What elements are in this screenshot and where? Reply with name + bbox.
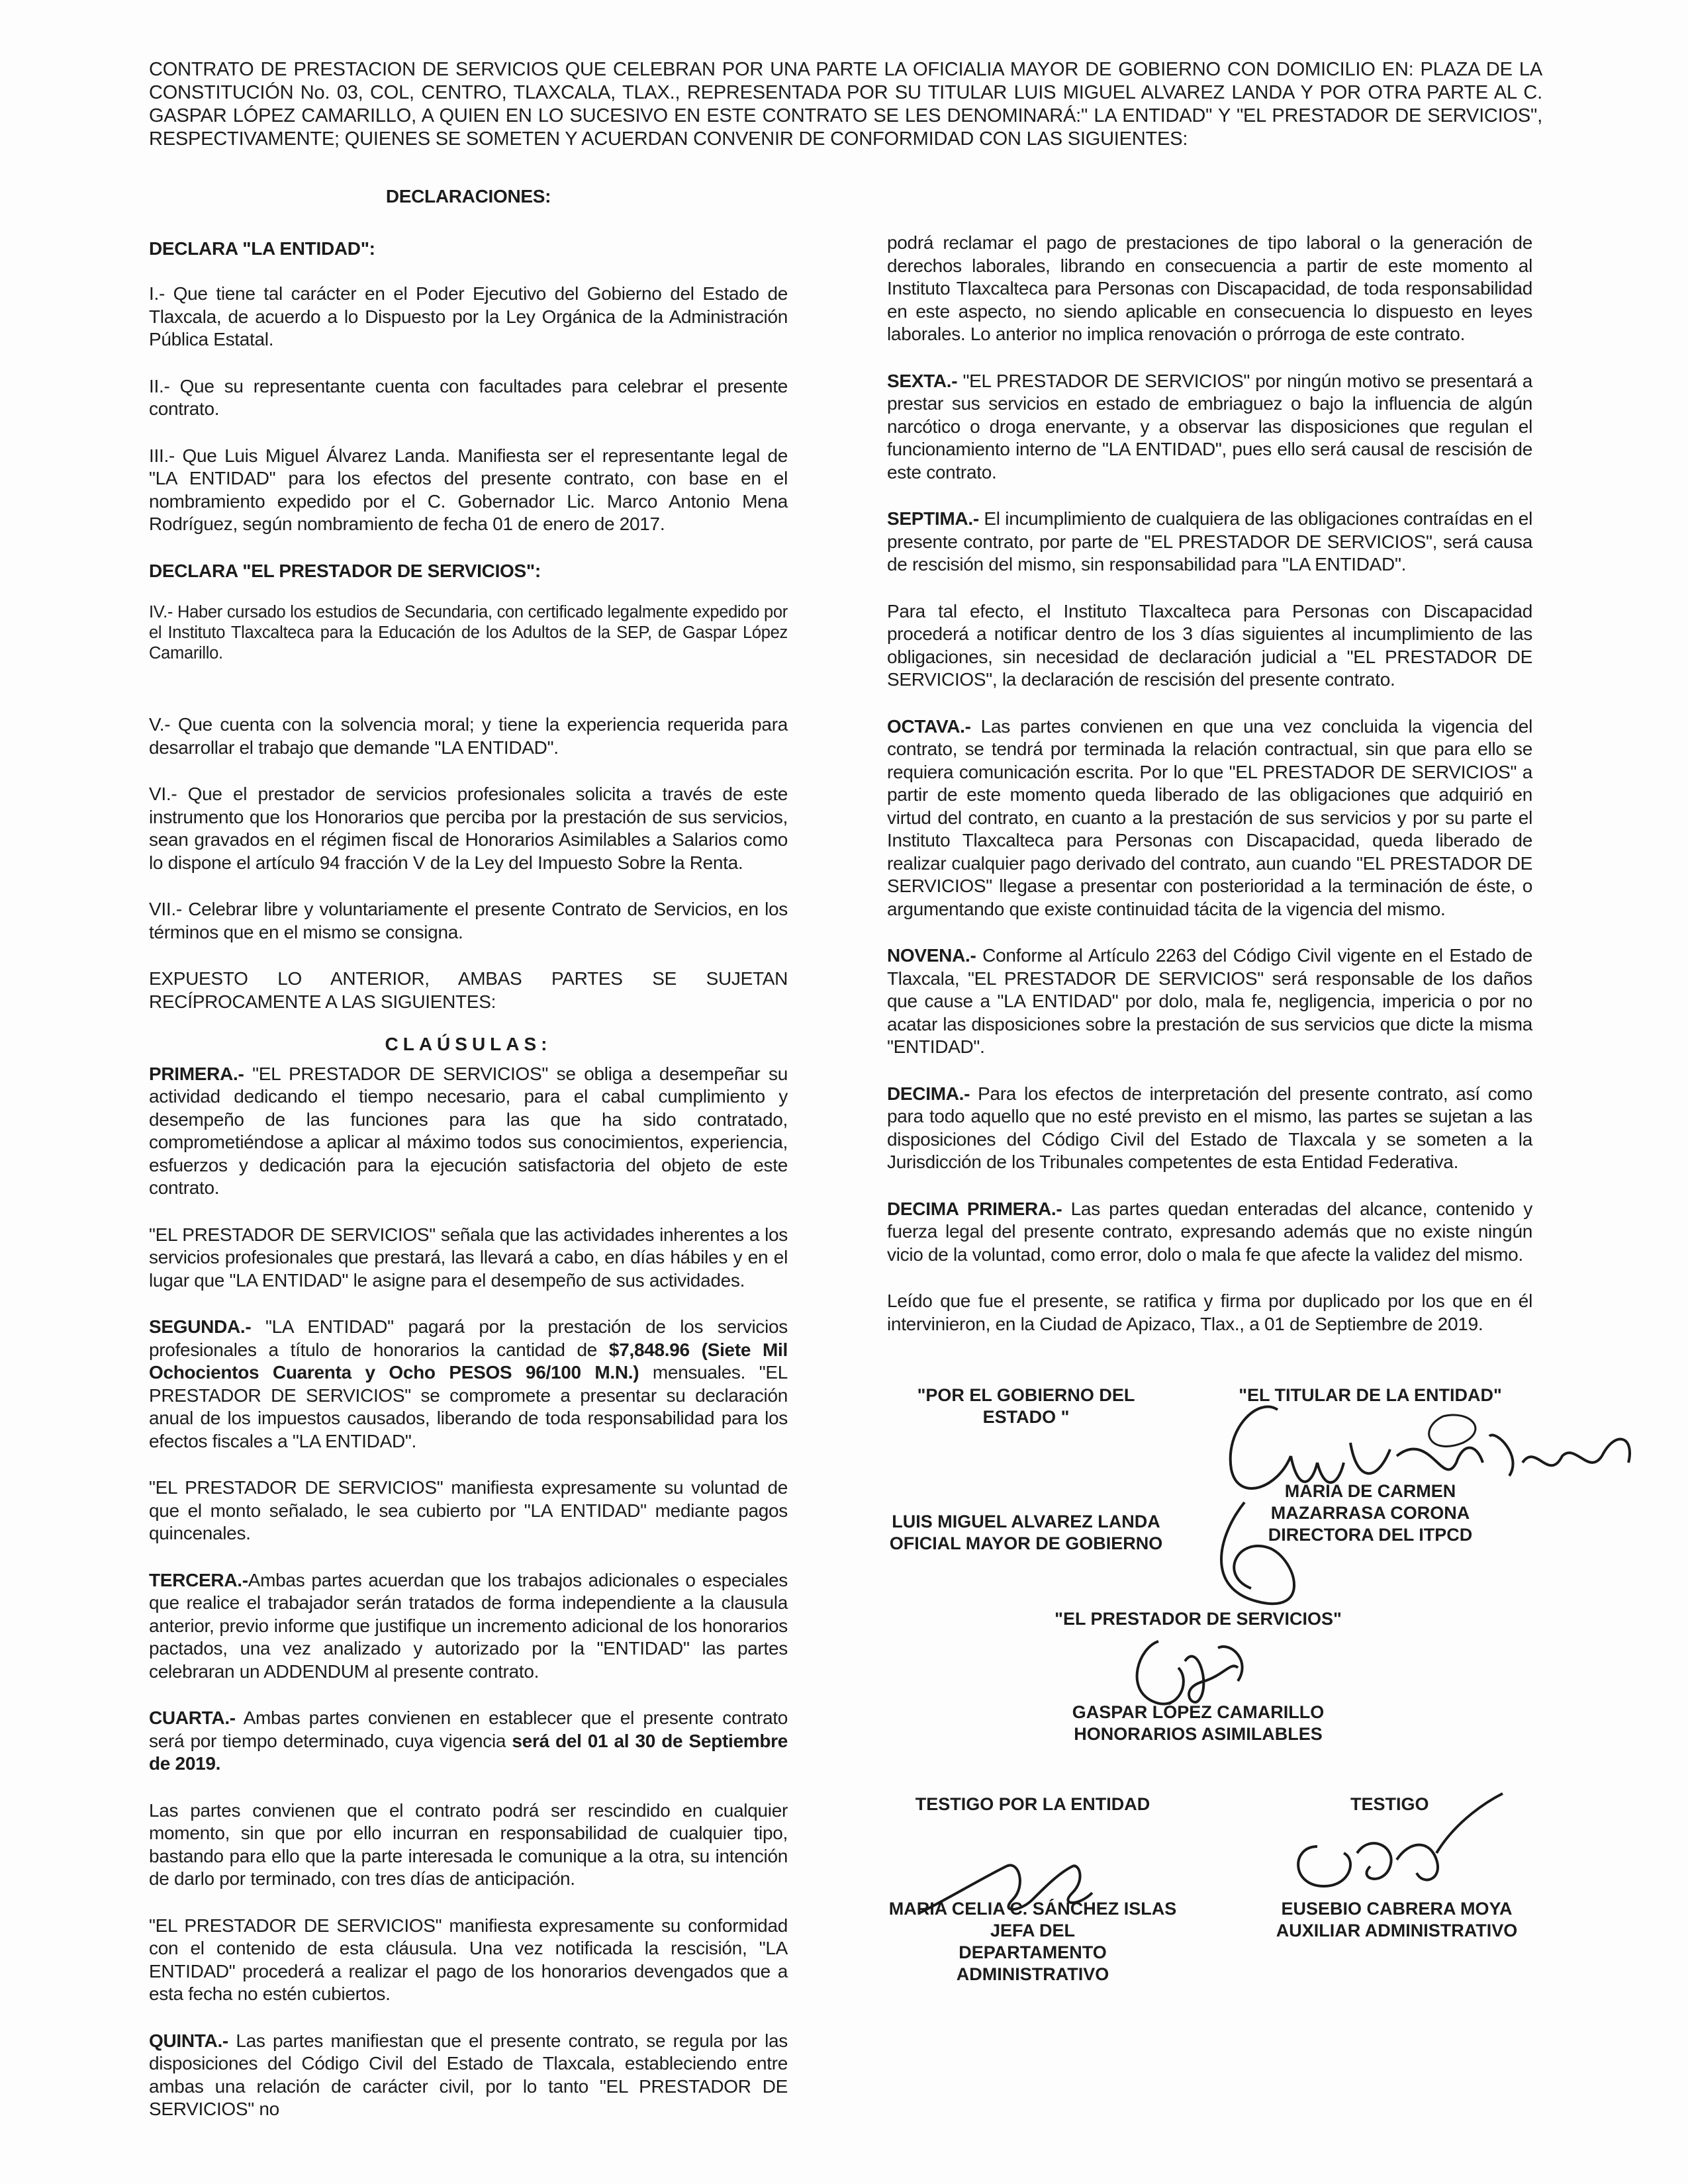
clausula-decima-primera: DECIMA PRIMERA.- Las partes quedan enteradas del alcance, contenido y fuerza legal del presente contrato, expresando además que no existe ningún vicio de la voluntad, como error, dolo o mala fe que afecte la validez del mismo. [887,1198,1532,1265]
redacted-area [149,664,788,713]
gobierno-name: LUIS MIGUEL ALVAREZ LANDA [892,1512,1160,1531]
clausulas-title: CLAÚSULAS: [385,1034,552,1054]
declaracion-iv: IV.- Haber cursado los estudios de Secundaria, con certificado legalmente expedido por el Instituto Tlaxcalteca para la Educación de los Adultos de la SEP, de Gaspar López Camarillo. [149,603,788,662]
clausula-cuarta-b: Las partes convienen que el contrato podrá ser rescindido en cualquier momento, sin que por ello incurran en responsabilidad de cualquier tipo, bastando para ello que la parte interesada le comunique a la otra, su intención de darlo por terminado, con tres días de anticipación. [149,1799,788,1889]
left-column [149,185,788,2145]
clausula-quinta-cont: podrá reclamar el pago de prestaciones de tipo laboral o la generación de derechos laborales, librando en consecuencia a partir de este momento al Instituto Tlaxcalteca para Personas con Discapacidad, de toda responsabilidad en este aspecto, no siendo aplicable en consecuencia lo dispuesto en leyes laborales. Lo anterior no implica renovación o prórroga de este contrato. [887,232,1532,344]
tercera-label: TERCERA.- [149,1569,248,1590]
testigo-name: EUSEBIO CABRERA MOYA [1281,1899,1513,1919]
segunda-amount: $7,848.96 (Siete Mil Ochocientos Cuarenta y Ocho PESOS 96/100 M.N.) [149,1339,788,1383]
clausula-octava: OCTAVA.- Las partes convienen en que una vez concluida la vigencia del contrato, se tendrá por terminada la relación contractual, sin que para ello se requiera comunicación escrita. Por lo que "EL PRESTADOR DE SERVICIOS" a partir de este momento queda liberado de las obligaciones que adquirió en virtud del contrato, en cuanto a la prestación de sus servicios y por su parte el Instituto Tlaxcalteca para Personas con Discapacidad, queda liberado de realizar cualquier pago derivado del contrato, aun cuando "EL PRESTADOR DE SERVICIOS" llegase a presentar con posterioridad a la terminación de éste, o argumentando que existe continuidad tácita de la vigencia del mismo. [887,715,1532,919]
contract-header: CONTRATO DE PRESTACION DE SERVICIOS QUE CELEBRAN POR UNA PARTE LA OFICIALIA MAYOR DE GOBIERNO CON DOMICILIO EN: PLAZA DE LA CONSTITUCIÓN No. 03, COL, CENTRO, TLAXCALA, TLAX., REPRESENTADA POR SU TITULAR LUIS MIGUEL ALVAREZ LANDA Y POR OTRA PARTE AL C. GASPAR LÓPEZ CAMARILLO, A QUIEN EN LO SUCESIVO EN ESTE CONTRATO SE LES DENOMINARÁ:" LA ENTIDAD" Y "EL PRESTADOR DE SERVICIOS", RESPECTIVAMENTE; QUIENES SE SOMETEN Y ACUERDAN CONVENIR DE CONFORMIDAD CON LAS SIGUIENTES: [149,59,1542,150]
gobierno-heading: "POR EL GOBIERNO DEL ESTADO " [917,1385,1135,1427]
prestador-title: HONORARIOS ASIMILABLES [1074,1724,1323,1744]
declaracion-vii: VII.- Celebrar libre y voluntariamente el presente Contrato de Servicios, en los términos que en el mismo se consigna. [149,899,788,942]
prestador-signature-ink [1099,1602,1297,1734]
clausula-primera: PRIMERA.- "EL PRESTADOR DE SERVICIOS" se obliga a desempeñar su actividad dedicando el tiempo necesario, para el cabal cumplimiento y desempeño de las funciones para las que ha sido contratado, comprometiéndose a aplicar al máximo todos sus conocimientos, experiencia, esfuerzos y dedicación para la ejecución satisfactoria del objeto de este contrato. [149,1063,788,1198]
clausula-cuarta-c: "EL PRESTADOR DE SERVICIOS" manifiesta expresamente su conformidad con el contenido de esta cláusula. Una vez notificada la rescisión, "LA ENTIDAD" procederá a realizar el pago de los honorarios devengados que a esta fecha no estén cubiertos. [149,1915,788,2004]
declaracion-i: I.- Que tiene tal carácter en el Poder Ejecutivo del Gobierno del Estado de Tlaxcala, de acuerdo a lo Dispuesto por la Ley Orgánica de la Administración Pública Estatal. [149,283,788,349]
clausula-quinta: QUINTA.- Las partes manifiestan que el presente contrato, se regula por las disposiciones del Código Civil del Estado de Tlaxcala, estableciendo entre ambas una relación de carácter civil, por lo tanto "EL PRESTADOR DE SERVICIOS" no [149,2030,788,2119]
testigo-entidad-title: JEFA DEL DEPARTAMENTO ADMINISTRATIVO [956,1921,1109,1984]
clausula-decima: DECIMA.- Para los efectos de interpretación del presente contrato, así como para todo aquello que no esté previsto en el mismo, las partes se sujetan a las disposiciones del Código Civil del Estado de Tlaxcala y se someten a la Jurisdicción de los Tribunales competentes de esta Entidad Federativa. [887,1083,1532,1172]
titular-heading: "EL TITULAR DE LA ENTIDAD" [1239,1385,1502,1405]
gobierno-title: OFICIAL MAYOR DE GOBIERNO [889,1533,1163,1553]
declaracion-v: V.- Que cuenta con la solvencia moral; y tiene la experiencia requerida para desarrollar el trabajo que demande "LA ENTIDAD". [149,714,788,758]
titular-name: MARIA DE CARMEN MAZARRASA CORONA [1270,1481,1470,1523]
septima-label: SEPTIMA.- [887,508,979,529]
right-column [887,232,1532,1359]
gobierno-signature-block [880,1385,1172,1555]
declara-prestador-heading: DECLARA "EL PRESTADOR DE SERVICIOS": [149,560,541,581]
primera-label: PRIMERA.- [149,1063,244,1084]
decima-primera-label: DECIMA PRIMERA.- [887,1198,1062,1219]
novena-label: NOVENA.- [887,945,976,966]
declaraciones-title: DECLARACIONES: [385,186,551,206]
declaracion-iii: III.- Que Luis Miguel Álvarez Landa. Manifiesta ser el representante legal de "LA ENTIDAD" para los efectos del presente contrato, con base en el nombramiento expedido por el C. Gobernador Lic. Marco Antonio Mena Rodríguez, según nombramiento de fecha 01 de enero de 2017. [149,445,788,534]
clausula-cuarta: CUARTA.- Ambas partes convienen en establecer que el presente contrato será por tiempo determinado, cuya vigencia será del 01 al 30 de Septiembre de 2019. [149,1707,788,1774]
testigo-title: AUXILIAR ADMINISTRATIVO [1276,1921,1518,1940]
leido-paragraph: Leído que fue el presente, se ratifica y firma por duplicado por los que en él intervinieron, en la Ciudad de Apizaco, Tlax., a 01 de Septiembre de 2019. [887,1291,1532,1334]
declaracion-ii: II.- Que su representante cuenta con facultades para celebrar el presente contrato. [149,375,788,419]
clausula-segunda: SEGUNDA.- "LA ENTIDAD" pagará por la prestación de los servicios profesionales a título de honorarios la cantidad de $7,848.96 (Siete Mil Ochocientos Cuarenta y Ocho PESOS 96/100 M.N.) mensuales. "EL PRESTADOR DE SERVICIOS" se compromete a presentar su declaración anual de los impuestos causados, liberando de toda responsabilidad para los efectos fiscales a "LA ENTIDAD". [149,1316,788,1451]
testigo-entidad-heading: TESTIGO POR LA ENTIDAD [915,1794,1150,1814]
clausula-septima-b: Para tal efecto, el Instituto Tlaxcalteca para Personas con Discapacidad procederá a notificar dentro de los 3 días siguientes al incumplimiento de las obligaciones, sin necesidad de declaración judicial a "EL PRESTADOR DE SERVICIOS", la declaración de rescisión del presente contrato. [887,600,1532,690]
clausula-septima: SEPTIMA.- El incumplimiento de cualquiera de las obligaciones contraídas en el presente contrato, por parte de "EL PRESTADOR DE SERVICIOS", será causa de rescisión del mismo, sin responsabilidad para "LA ENTIDAD". [887,508,1532,574]
cuarta-label: CUARTA.- [149,1707,236,1728]
expuesto-paragraph: EXPUESTO LO ANTERIOR, AMBAS PARTES SE SUJETAN RECÍPROCAMENTE A LAS SIGUIENTES: [149,968,788,1012]
clausula-sexta: SEXTA.- "EL PRESTADOR DE SERVICIOS" por ningún motivo se presentará a prestar sus servicios en estado de embriaguez o bajo la influencia de algún narcótico o droga enervante, y a observar las disposiciones que regulan el funcionamiento interno de "LA ENTIDAD", pues ello será causal de rescisión de este contrato. [887,370,1532,482]
declara-entidad-heading: DECLARA "LA ENTIDAD": [149,238,375,259]
titular-title: DIRECTORA DEL ITPCD [1268,1525,1473,1545]
prestador-name: GASPAR LÓPEZ CAMARILLO [1072,1702,1325,1722]
testigo-entidad-signature-ink [907,1827,1119,1926]
segunda-label: SEGUNDA.- [149,1316,252,1337]
octava-label: OCTAVA.- [887,715,971,737]
clausula-novena: NOVENA.- Conforme al Artículo 2263 del Código Civil vigente en el Estado de Tlaxcala, "EL PRESTADOR DE SERVICIOS" será responsable de los daños que cause a "LA ENTIDAD" por dolo, mala fe, negligencia, impericia o por no acatar las disposiciones sobre la prestación de sus servicios que dicte la misma "ENTIDAD". [887,945,1532,1057]
clausula-primera-b: "EL PRESTADOR DE SERVICIOS" señala que las actividades inherentes a los servicios profesionales que prestará, las llevará a cabo, en días hábiles y en el lugar que "LA ENTIDAD" le asigne para el desempeño de sus actividades. [149,1224,788,1291]
testigo-entidad-name: MARIA CELIA C. SÁNCHEZ ISLAS [888,1899,1177,1919]
prestador-heading: "EL PRESTADOR DE SERVICIOS" [1055,1609,1342,1629]
clausula-segunda-b: "EL PRESTADOR DE SERVICIOS" manifiesta expresamente su voluntad de que el monto señalado, le sea cubierto por "LA ENTIDAD" mediante pagos quincenales. [149,1477,788,1543]
sexta-label: SEXTA.- [887,370,958,391]
testigo-heading: TESTIGO [1350,1794,1429,1814]
decima-label: DECIMA.- [887,1083,970,1104]
clausula-tercera: TERCERA.-Ambas partes acuerdan que los trabajos adicionales o especiales que realice el trabajador serán tratados de forma independiente a la clausula anterior, previo informe que justifique un incremento adicional de los honorarios pactados, una vez analizado y autorizado por la "ENTIDAD" las partes celebraran un ADDENDUM al presente contrato. [149,1569,788,1682]
declaracion-vi: VI.- Que el prestador de servicios profesionales solicita a través de este instrumento que los Honorarios que perciba por la prestación de sus servicios, sean gravados en el régimen fiscal de Honorarios Asimilables a Salarios como lo dispone el artículo 94 fracción V de la Ley del Impuesto Sobre la Renta. [149,784,788,873]
testigo-signature-ink [1278,1774,1516,1906]
quinta-label: QUINTA.- [149,2030,228,2051]
